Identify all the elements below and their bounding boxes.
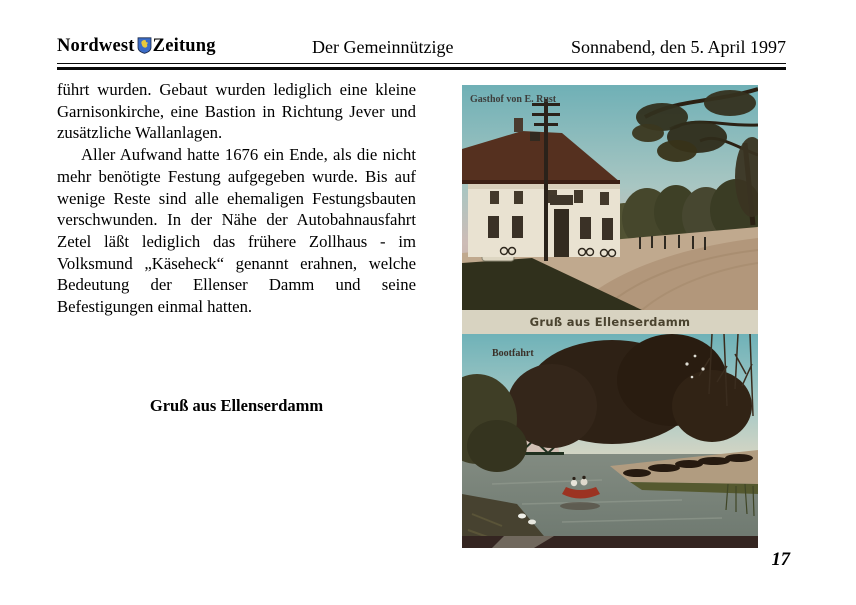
header-rule-thick — [57, 67, 786, 70]
postcard-divider-label: Gruß aus Ellenserdamm — [529, 315, 691, 329]
article-caption: Gruß aus Ellenserdamm — [149, 396, 324, 415]
inn-sign — [550, 195, 573, 205]
masthead-date: Sonnabend, den 5. April 1997 — [571, 37, 786, 57]
postcard-bottom-image — [462, 334, 758, 548]
postcard-top-label: Gasthof von E. Rust — [470, 94, 557, 105]
bottom-strip — [462, 536, 758, 548]
masthead-subtitle: Der Gemeinnützige — [312, 37, 454, 57]
brand-name-right: Zeitung — [152, 36, 216, 56]
article-paragraph-1: führt wurden. Gebaut wurden lediglich eine kleine Garnisonkirche, eine Bastion in Richtung Jever und zusätzliche Wallanlagen. — [57, 80, 416, 143]
article-paragraph-2: Aller Aufwand hatte 1676 ein Ende, als die nicht mehr benötigte Festung aufgegeben wurde. Bis auf wenige Reste sind alle ehemaligen Festungsbauten verschwunden. In der Nähe der Autobahnausfahrt Zetel läßt lediglich das frühere Zollhaus - im Volksmund „Käseheck“ genannt erahnen, welche Bedeutung der Ellenser Damm und seine Befestigungen einmal hatten. — [57, 145, 416, 317]
article-column — [57, 79, 416, 318]
postcard-divider-band — [462, 310, 758, 334]
crest-shield-icon — [137, 37, 152, 54]
postcard-top-image — [462, 85, 758, 310]
door — [554, 209, 569, 257]
masthead-brand — [57, 36, 216, 57]
postcard-figure — [462, 85, 758, 548]
brand-name-left: Nordwest — [57, 36, 135, 56]
postcard-bottom-label: Bootfahrt — [492, 348, 534, 359]
header-rule-thin — [57, 63, 786, 64]
page-header — [57, 36, 786, 62]
page-number: 17 — [771, 550, 790, 570]
